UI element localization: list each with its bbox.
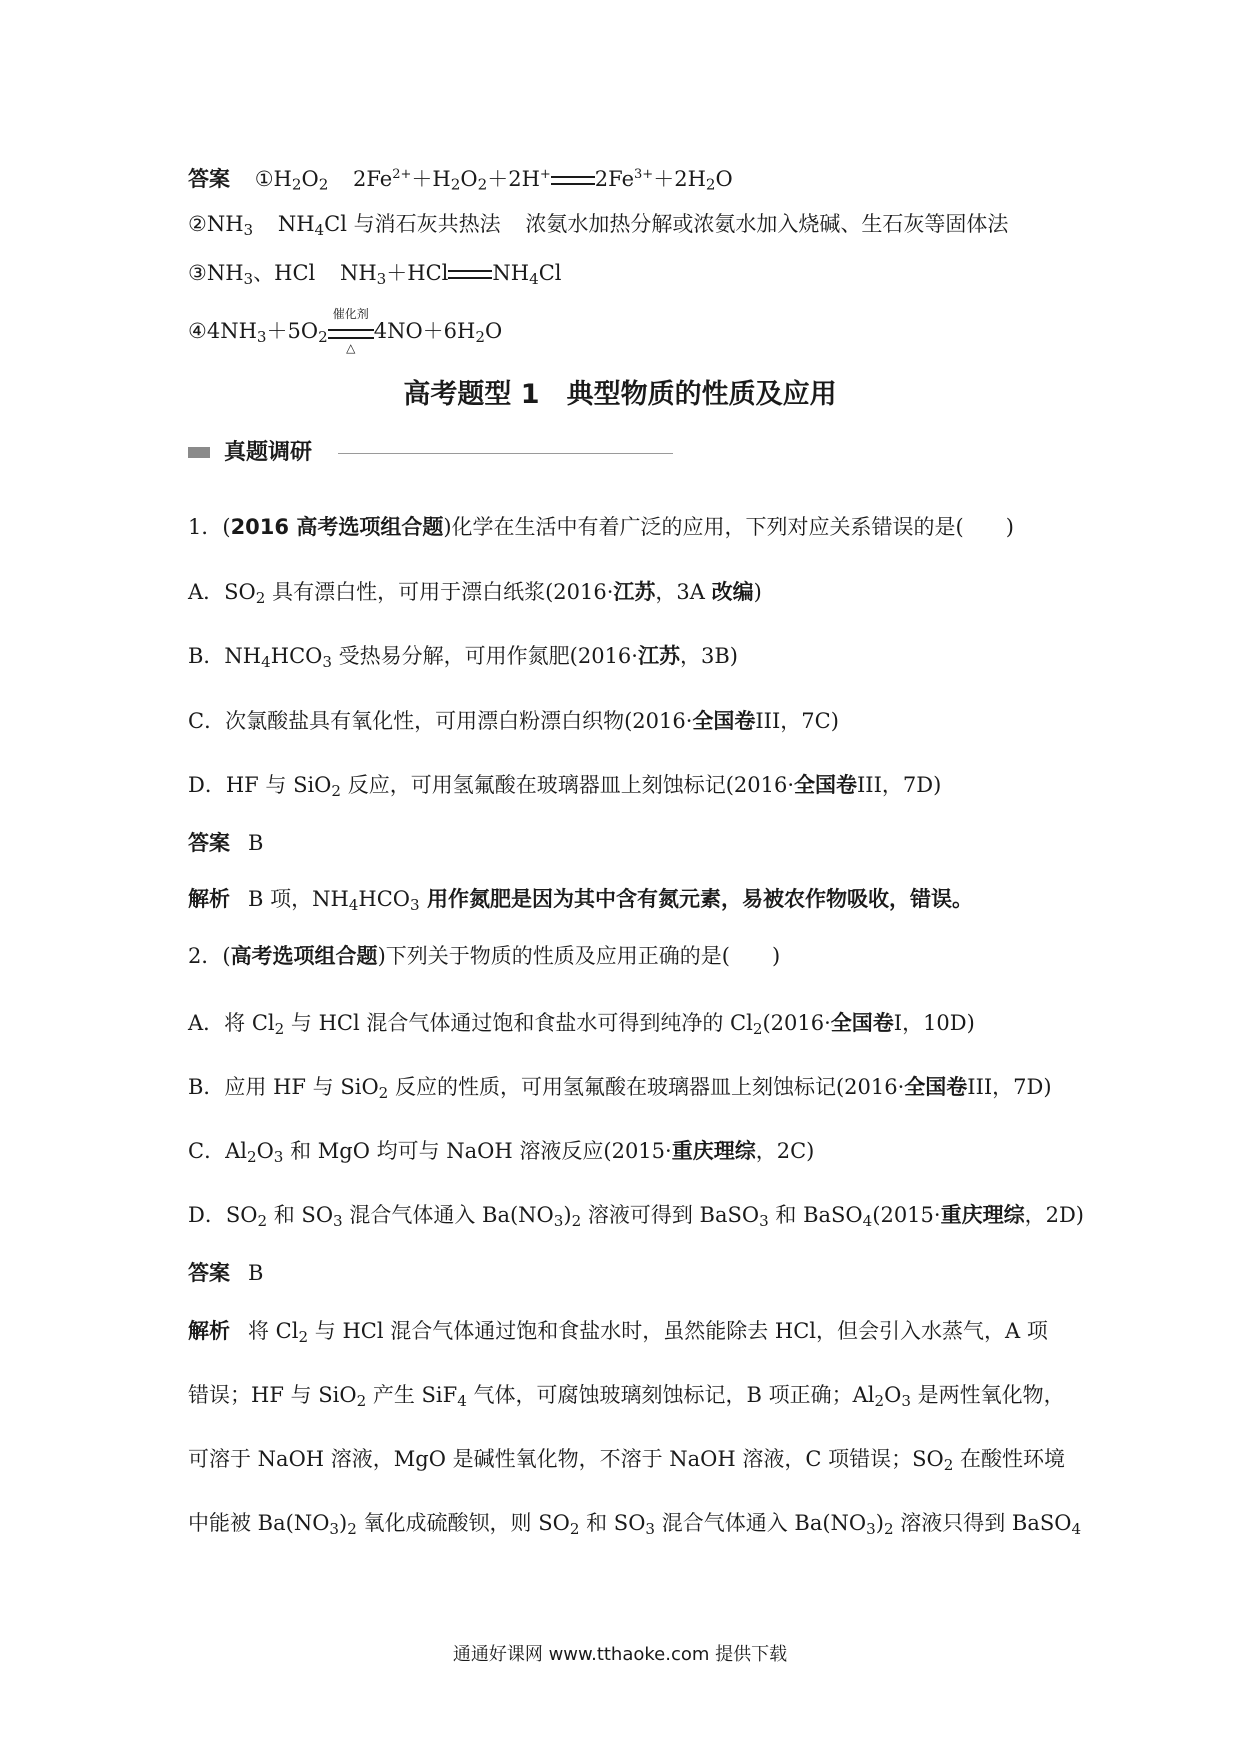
subheading-marker — [188, 447, 210, 458]
formula-part: NH — [339, 261, 377, 285]
text-part: 可溶于 NaOH 溶液，MgO 是碱性氧化物，不溶于 NaOH 溶液，C 项错误；SO — [188, 1447, 944, 1471]
text-part: Cl 与消石灰共热法 — [324, 212, 501, 236]
analysis-label: 解析 — [188, 1319, 230, 1343]
subscript: 2 — [450, 175, 461, 194]
formula-part: 、HCl — [253, 261, 316, 285]
subheading — [188, 438, 688, 468]
subscript: 2 — [943, 1455, 954, 1474]
equals-sign — [448, 270, 492, 279]
superscript: + — [539, 167, 551, 182]
text-part: HCO — [270, 644, 323, 668]
text-part: 与 HCl 混合气体通过饱和食盐水时，虽然能除去 HCl，但会引入水蒸气，A 项 — [308, 1319, 1048, 1343]
subscript: 2 — [246, 1147, 257, 1166]
text-part: 氧化成硫酸钡，则 SO — [356, 1511, 570, 1535]
formula-part: O — [301, 166, 319, 191]
formula-part: ＋2H — [653, 166, 706, 191]
text-part: 2．( — [188, 944, 231, 968]
subscript: 2 — [378, 1083, 389, 1102]
q2-answer — [188, 1258, 263, 1288]
q1-option-b — [188, 641, 738, 677]
text-part: O — [256, 1139, 274, 1163]
text-part: ) — [753, 580, 762, 604]
formula-part: O — [715, 166, 733, 191]
subscript: 4 — [862, 1211, 873, 1230]
subscript: 2 — [274, 1019, 285, 1038]
q1-answer — [188, 828, 263, 858]
source-name: 全国卷 — [794, 773, 858, 797]
subscript: 2 — [356, 1391, 367, 1410]
circled-number: ④ — [188, 319, 207, 343]
text-part: C．Al — [188, 1139, 247, 1163]
formula-part: ＋H — [411, 166, 451, 191]
subscript: 3 — [866, 1519, 876, 1538]
text-part: Ⅰ，10D) — [893, 1011, 975, 1035]
subscript: 3 — [645, 1519, 656, 1538]
subscript: 2 — [752, 1019, 763, 1038]
q1-analysis — [188, 884, 973, 920]
text-part: (2015· — [872, 1203, 941, 1227]
subscript: 4 — [261, 652, 271, 671]
circled-number: ② — [188, 212, 207, 236]
subscript: 3 — [322, 652, 332, 671]
subscript: 3 — [329, 1519, 340, 1538]
section-title: 高考题型 1 典型物质的性质及应用 — [403, 379, 837, 410]
text-part: 混合气体通入 Ba(NO — [342, 1203, 554, 1227]
text-part: D．SO — [188, 1203, 258, 1227]
subscript: 3 — [759, 1211, 769, 1230]
circled-number: ① — [254, 166, 274, 191]
text-part: 将 Cl — [248, 1319, 299, 1343]
text-part: 和 SO — [579, 1511, 646, 1535]
formula-part: O — [484, 319, 503, 343]
q2-option-b — [188, 1072, 1052, 1108]
text-part: C．次氯酸盐具有氧化性，可用漂白粉漂白织物(2016· — [188, 709, 693, 733]
source-name: 全国卷 — [692, 709, 756, 733]
text-part: 产生 SiF — [366, 1383, 458, 1407]
source-name: 江苏 — [637, 644, 680, 668]
text-part: 具有漂白性，可用于漂白纸浆(2016· — [265, 580, 614, 604]
source-name: 全国卷 — [904, 1075, 968, 1099]
text-part: 和 MgO 均可与 NaOH 溶液反应(2015· — [283, 1139, 672, 1163]
subscript: 3 — [410, 895, 420, 914]
formula-part: ＋5O — [266, 319, 319, 343]
subscript: 2 — [477, 175, 488, 194]
formula-part: 2Fe — [594, 166, 635, 191]
subscript: 2 — [298, 1327, 309, 1346]
text-part: ) — [339, 1511, 348, 1535]
q1-option-c — [188, 706, 839, 736]
subscript: 3 — [376, 269, 387, 288]
q2-option-a — [188, 1008, 975, 1044]
footer-watermark: 通通好课网 www.tthaoke.com 提供下载 — [452, 1644, 788, 1665]
formula-part: 4NO＋6H — [373, 319, 476, 343]
text-part: 和 BaSO — [768, 1203, 863, 1227]
subscript: 4 — [314, 220, 325, 239]
formula-part: ＋2H — [487, 166, 540, 191]
subscript: 3 — [243, 220, 254, 239]
answer-line-3 — [188, 258, 562, 294]
answer-label: 答案 — [188, 166, 230, 191]
q1-stem — [188, 512, 1014, 542]
formula-part: NH — [277, 212, 315, 236]
subscript: 3 — [273, 1147, 284, 1166]
text-part: ，3B) — [679, 644, 738, 668]
text-part: III，7C) — [755, 709, 839, 733]
text-part: 在酸性环境 — [953, 1447, 1066, 1471]
analysis-label: 解析 — [188, 887, 230, 911]
text-part: 用作氮肥是因为其中含有氮元素，易被农作物吸收，错误。 — [419, 887, 973, 911]
subheading-rule — [338, 453, 673, 454]
q2-analysis-line-2 — [188, 1380, 1065, 1416]
reaction-condition-equals — [328, 306, 374, 355]
subscript: 2 — [475, 327, 485, 346]
source-name: 重庆理综 — [940, 1203, 1025, 1227]
answer-value: B — [248, 831, 264, 855]
answer-value: B — [248, 1261, 264, 1285]
source-name: 重庆理综 — [671, 1139, 756, 1163]
formula-part: NH — [206, 212, 244, 236]
question-source: 高考选项组合题 — [230, 944, 378, 968]
formula-part: 4NH — [206, 319, 257, 343]
text-part: A．将 Cl — [188, 1011, 275, 1035]
q2-stem — [188, 941, 780, 971]
text-part: O — [884, 1383, 902, 1407]
q2-analysis-line-4 — [188, 1508, 1081, 1544]
source-name: 全国卷 — [830, 1011, 894, 1035]
text-part: 浓氨水加热分解或浓氨水加入烧碱、生石灰等固体法 — [525, 212, 1009, 236]
formula-part: H — [273, 166, 292, 191]
text-part: ) — [563, 1203, 572, 1227]
catalyst-label: 催化剂 — [332, 306, 369, 321]
equals-sign — [551, 176, 595, 185]
text-part: 1．( — [188, 515, 231, 539]
q2-analysis-line-1 — [188, 1316, 1048, 1352]
circled-number: ③ — [188, 261, 207, 285]
formula-part: NH — [492, 261, 530, 285]
source-name: 江苏 — [613, 580, 656, 604]
subscript: 3 — [243, 269, 254, 288]
superscript: 3+ — [634, 167, 654, 182]
answer-line-2 — [188, 209, 1008, 245]
text-part: ) — [875, 1511, 884, 1535]
subscript: 2 — [571, 1211, 582, 1230]
text-part: B 项，NH — [248, 887, 349, 911]
text-part: A．SO — [188, 580, 256, 604]
q2-analysis-line-3 — [188, 1444, 1065, 1480]
text-part: 气体，可腐蚀玻璃刻蚀标记，B 项正确；Al — [466, 1383, 875, 1407]
formula-part: NH — [206, 261, 244, 285]
text-part: 和 SO — [267, 1203, 334, 1227]
subscript: 4 — [457, 1391, 467, 1410]
answer-label: 答案 — [188, 831, 230, 855]
text-part: 反应的性质，可用氢氟酸在玻璃器皿上刻蚀标记(2016· — [388, 1075, 905, 1099]
source-note: 改编 — [711, 580, 754, 604]
formula-part: Cl — [538, 261, 562, 285]
formula-part: ＋HCl — [386, 261, 449, 285]
subscript: 2 — [318, 327, 328, 346]
subscript: 2 — [883, 1519, 894, 1538]
subscript: 4 — [529, 269, 539, 288]
answer-label: 答案 — [188, 1261, 230, 1285]
text-part: ，2C) — [755, 1139, 815, 1163]
subscript: 2 — [331, 781, 342, 800]
text-part: B．NH — [188, 644, 262, 668]
answer-line-4 — [188, 306, 503, 355]
subscript: 2 — [569, 1519, 580, 1538]
text-part: HCO — [358, 887, 411, 911]
subscript: 3 — [333, 1211, 343, 1230]
text-part: )下列关于物质的性质及应用正确的是( ) — [377, 944, 781, 968]
text-part: III，7D) — [967, 1075, 1052, 1099]
q2-option-c — [188, 1136, 814, 1172]
text-part: 错误；HF 与 SiO — [188, 1383, 357, 1407]
subscript: 3 — [553, 1211, 564, 1230]
text-part: 是两性氧化物， — [910, 1383, 1065, 1407]
formula-part: 2Fe — [353, 166, 393, 191]
answer-line-1 — [188, 160, 733, 200]
text-part: ，2D) — [1024, 1203, 1084, 1227]
subscript: 2 — [255, 588, 266, 607]
subscript: 2 — [318, 175, 329, 194]
text-part: III，7D) — [857, 773, 942, 797]
subscript: 3 — [901, 1391, 911, 1410]
subscript: 3 — [256, 327, 267, 346]
superscript: 2+ — [392, 167, 412, 182]
text-part: 受热易分解，可用作氮肥(2016· — [331, 644, 638, 668]
text-part: ，3A — [655, 580, 712, 604]
text-part: D．HF 与 SiO — [188, 773, 332, 797]
subscript: 2 — [291, 175, 302, 194]
text-part: (2016· — [762, 1011, 831, 1035]
subscript: 2 — [874, 1391, 885, 1410]
q1-option-a — [188, 577, 762, 613]
text-part: 溶液只得到 BaSO — [893, 1511, 1072, 1535]
q2-option-d — [188, 1200, 1084, 1236]
text-part: )化学在生活中有着广泛的应用，下列对应关系错误的是( ) — [443, 515, 1014, 539]
formula-part: O — [460, 166, 478, 191]
text-part: 溶液可得到 BaSO — [581, 1203, 760, 1227]
subscript: 4 — [348, 895, 359, 914]
subheading-text: 真题调研 — [224, 440, 313, 465]
text-part: B．应用 HF 与 SiO — [188, 1075, 379, 1099]
text-part: 与 HCl 混合气体通过饱和食盐水可得到纯净的 Cl — [284, 1011, 753, 1035]
q1-option-d — [188, 770, 941, 806]
subscript: 2 — [347, 1519, 357, 1538]
text-part: 中能被 Ba(NO — [188, 1511, 330, 1535]
text-part: 反应，可用氢氟酸在玻璃器皿上刻蚀标记(2016· — [341, 773, 795, 797]
subscript: 2 — [257, 1211, 268, 1230]
subscript: 2 — [705, 175, 716, 194]
subscript: 4 — [1071, 1519, 1082, 1538]
question-source: 2016 高考选项组合题 — [230, 515, 444, 539]
heat-symbol: △ — [346, 340, 356, 355]
text-part: 混合气体通入 Ba(NO — [655, 1511, 867, 1535]
